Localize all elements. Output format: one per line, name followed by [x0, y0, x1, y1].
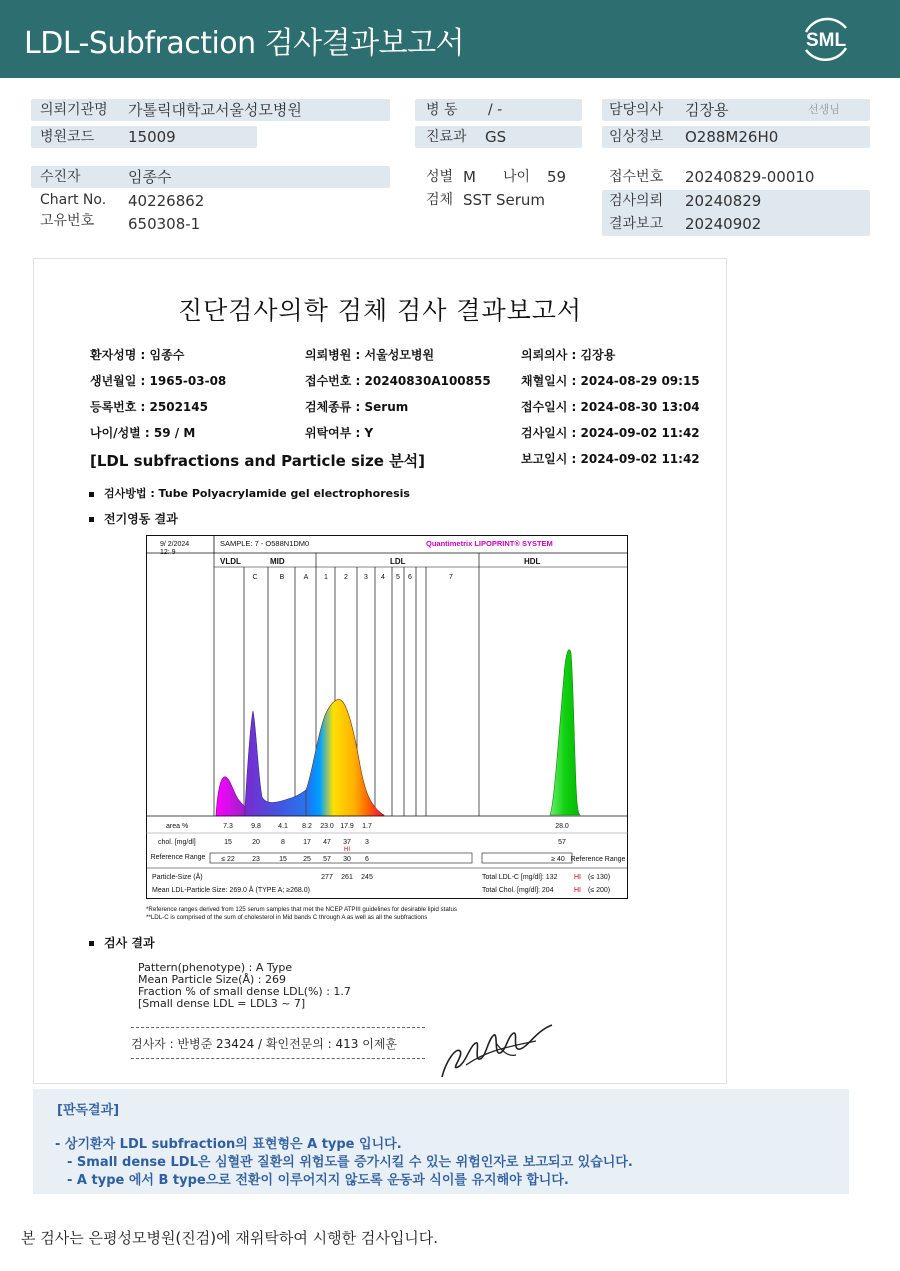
specimen-value: SST Serum [463, 191, 546, 209]
patient-label: 수진자 [40, 169, 81, 185]
total-chol-hi: HI [574, 887, 581, 894]
requesting-doctor-field: 의뢰의사 : 김장용 [521, 348, 616, 362]
bullet [89, 492, 94, 497]
electro-text: 전기영동 결과 [104, 512, 178, 526]
chart-time: 12: 9 [160, 549, 176, 556]
analysis-subtitle: [LDL subfractions and Particle size 분석] [90, 452, 426, 470]
group-mid: MID [270, 557, 285, 566]
reception-value: 20240829-00010 [685, 168, 815, 186]
area-value: 23.0 [320, 823, 334, 830]
total-ldl-hi: HI [574, 874, 581, 881]
sex-value: M [463, 168, 476, 186]
mean-ldl-size: Mean LDL-Particle Size: 269.0 Å (TYPE A; ≥268.0) [152, 887, 310, 894]
total-chol: Total Chol. [mg/dl]: 204 [482, 887, 554, 894]
test-time-field: 검사일시 : 2024-09-02 11:42 [521, 426, 700, 440]
hi-flag: HI [344, 847, 350, 853]
row-ref-label: Reference Range [150, 854, 206, 861]
total-chol-ref: (≤ 200) [588, 887, 611, 894]
result-heading [89, 934, 155, 951]
ref-value: 15 [279, 856, 287, 863]
ref-range-right-label: Reference Range [570, 856, 626, 863]
total-ldl-ref: (≤ 130) [588, 874, 611, 881]
chol-value: 15 [224, 839, 232, 846]
report-date-value: 20240902 [685, 215, 762, 233]
ref-value: ≥ 40 [551, 856, 565, 863]
age-label: 나이 [503, 169, 531, 185]
interpretation-line-1: - 상기환자 LDL subfraction의 표현형은 A type 입니다. [55, 1137, 402, 1152]
group-vldl: VLDL [220, 557, 241, 566]
ward-label: 병 동 [426, 102, 458, 118]
band-label: 6 [408, 574, 412, 581]
ref-value: 57 [323, 856, 331, 863]
age-sex-field: 나이/성별 : 59 / M [90, 426, 196, 440]
chart-no-value: 40226862 [128, 192, 205, 210]
chart-no-label: Chart No. [40, 192, 107, 208]
band-label: C [252, 574, 258, 581]
band-label: 2 [344, 574, 348, 581]
area-value: 8.2 [302, 823, 312, 830]
hospital-code-label: 병원코드 [40, 129, 95, 145]
report-sheet [33, 258, 727, 1084]
interpretation-title: [판독결과] [57, 1103, 120, 1118]
collection-time-field: 채혈일시 : 2024-08-29 09:15 [521, 374, 700, 388]
reception-label: 접수번호 [609, 169, 664, 185]
method-text: 검사방법 : Tube Polyacrylamide gel electrophoresis [104, 487, 410, 500]
signer-line: 검사자 : 반병준 23424 / 확인전문의 : 413 이제훈 [131, 1037, 398, 1051]
interpretation-panel [33, 1089, 849, 1194]
chart-sample: SAMPLE: 7 - O588N1DM0 [220, 539, 310, 548]
band-label: 3 [364, 574, 368, 581]
institution-label: 의뢰기관명 [40, 102, 108, 118]
clinical-label: 임상정보 [609, 129, 664, 145]
mean-particle-size: Mean Particle Size(Å) : 269 [138, 973, 286, 986]
band-label: 4 [381, 574, 385, 581]
specimen-type-field: 검체종류 : Serum [305, 400, 409, 414]
unique-no-label: 고유번호 [40, 213, 95, 229]
bullet [89, 941, 94, 946]
chart-brand: Quantimetrix LIPOPRINT® SYSTEM [426, 539, 553, 548]
request-value: 20240829 [685, 192, 762, 210]
area-value: 9.8 [251, 823, 261, 830]
age-value: 59 [547, 168, 567, 186]
report-title: 진단검사의학 검체 검사 결과보고서 [177, 296, 583, 325]
hospital-code-value: 15009 [128, 128, 176, 146]
ref-value: 30 [343, 856, 351, 863]
page-title: LDL-Subfraction 검사결과보고서 [24, 26, 465, 61]
chol-value: 3 [365, 839, 369, 846]
footer-note: 본 검사는 은평성모병원(진검)에 재위탁하여 시행한 검사입니다. [21, 1229, 439, 1247]
referral-field: 위탁여부 : Y [305, 426, 374, 440]
requesting-hospital-field: 의뢰병원 : 서울성모병원 [305, 348, 435, 362]
total-ldl: Total LDL-C [mg/dl]: 132 [482, 874, 558, 881]
report-time-field: 보고일시 : 2024-09-02 11:42 [521, 452, 700, 466]
area-value: 28.0 [555, 823, 569, 830]
chart-note-1: *Reference ranges derived from 125 serum samples that met the NCEP ATPIII guidelines for desirable lipid status [146, 906, 458, 913]
signer-divider-top [131, 1027, 425, 1028]
band-label: B [279, 574, 285, 581]
signer-divider-bottom [131, 1058, 425, 1059]
unique-no-value: 650308-1 [128, 215, 201, 233]
row-area-label: area % [166, 823, 189, 830]
interpretation-line-2: - Small dense LDL은 심혈관 질환의 위험도를 증가시킬 수 있는 위험인자로 보고되고 있습니다. [67, 1155, 633, 1170]
header-bar [0, 0, 900, 78]
pattern-type: Pattern(phenotype) : A Type [138, 961, 293, 974]
doctor-suffix: 선생님 [808, 103, 840, 116]
area-value: 1.7 [362, 823, 372, 830]
doctor-label: 담당의사 [609, 102, 664, 118]
small-dense-definition: [Small dense LDL = LDL3 ~ 7] [138, 997, 306, 1010]
area-value: 4.1 [278, 823, 288, 830]
report-date-label: 결과보고 [609, 216, 664, 232]
request-label: 검사의뢰 [609, 193, 664, 209]
chol-value: 17 [303, 839, 311, 846]
signature-image [436, 1021, 556, 1081]
electro-heading [89, 510, 178, 527]
bullet [89, 517, 94, 522]
patient-value: 임종수 [128, 168, 172, 186]
ref-value: 23 [252, 856, 260, 863]
chol-value: 8 [281, 839, 285, 846]
particle-size-label: Particle-Size (Å) [152, 874, 203, 881]
ref-value: 25 [303, 856, 311, 863]
registration-no-field: 등록번호 : 2502145 [90, 400, 208, 414]
band-label: 1 [324, 574, 328, 581]
chol-value: 20 [252, 839, 260, 846]
sml-logo [798, 14, 854, 64]
sex-label: 성별 [426, 169, 454, 185]
dept-label: 진료과 [426, 129, 467, 145]
interpretation-line-3: - A type 에서 B type으로 전환이 이루어지지 않도록 운동과 식이를 유지해야 합니다. [67, 1173, 569, 1188]
dept-value: GS [485, 128, 507, 146]
band-label: A [303, 574, 309, 581]
ref-value: ≤ 22 [221, 856, 235, 863]
chol-value: 47 [323, 839, 331, 846]
ref-value: 6 [365, 856, 369, 863]
clinical-value: O288M26H0 [685, 128, 779, 146]
patient-bar [31, 166, 390, 188]
result-heading-text: 검사 결과 [104, 936, 155, 950]
logo-text: SML [805, 30, 847, 51]
method-line [89, 485, 410, 501]
particle-size-value: 245 [361, 874, 373, 881]
particle-size-value: 261 [341, 874, 353, 881]
band-label: 7 [449, 574, 453, 581]
area-value: 7.3 [223, 823, 233, 830]
group-hdl: HDL [524, 557, 541, 566]
birth-date-field: 생년월일 : 1965-03-08 [90, 374, 227, 388]
row-chol-label: chol. [mg/dl] [158, 839, 196, 846]
reception-time-field: 접수일시 : 2024-08-30 13:04 [521, 400, 700, 414]
reception-no-field: 접수번호 : 20240830A100855 [305, 374, 491, 388]
band-label: 5 [396, 574, 400, 581]
electrophoresis-chart [146, 535, 628, 927]
group-ldl: LDL [390, 557, 406, 566]
particle-size-value: 277 [321, 874, 333, 881]
chart-date: 9/ 2/2024 [160, 541, 190, 548]
doctor-value: 김장용 [685, 101, 729, 119]
chart-note-2: **LDL-C is comprised of the sum of cholesterol in Mid bands C through A as well as all the subfractions [146, 914, 428, 921]
chol-value: 57 [558, 839, 566, 846]
area-value: 17.9 [340, 823, 354, 830]
institution-value: 가톨릭대학교서울성모병원 [128, 101, 302, 119]
patient-name-field: 환자성명 : 임종수 [90, 348, 185, 362]
chol-value: 37 [343, 839, 351, 846]
ward-value: / - [488, 102, 503, 118]
specimen-label: 검체 [426, 192, 454, 208]
small-dense-fraction: Fraction % of small dense LDL(%) : 1.7 [138, 985, 351, 998]
